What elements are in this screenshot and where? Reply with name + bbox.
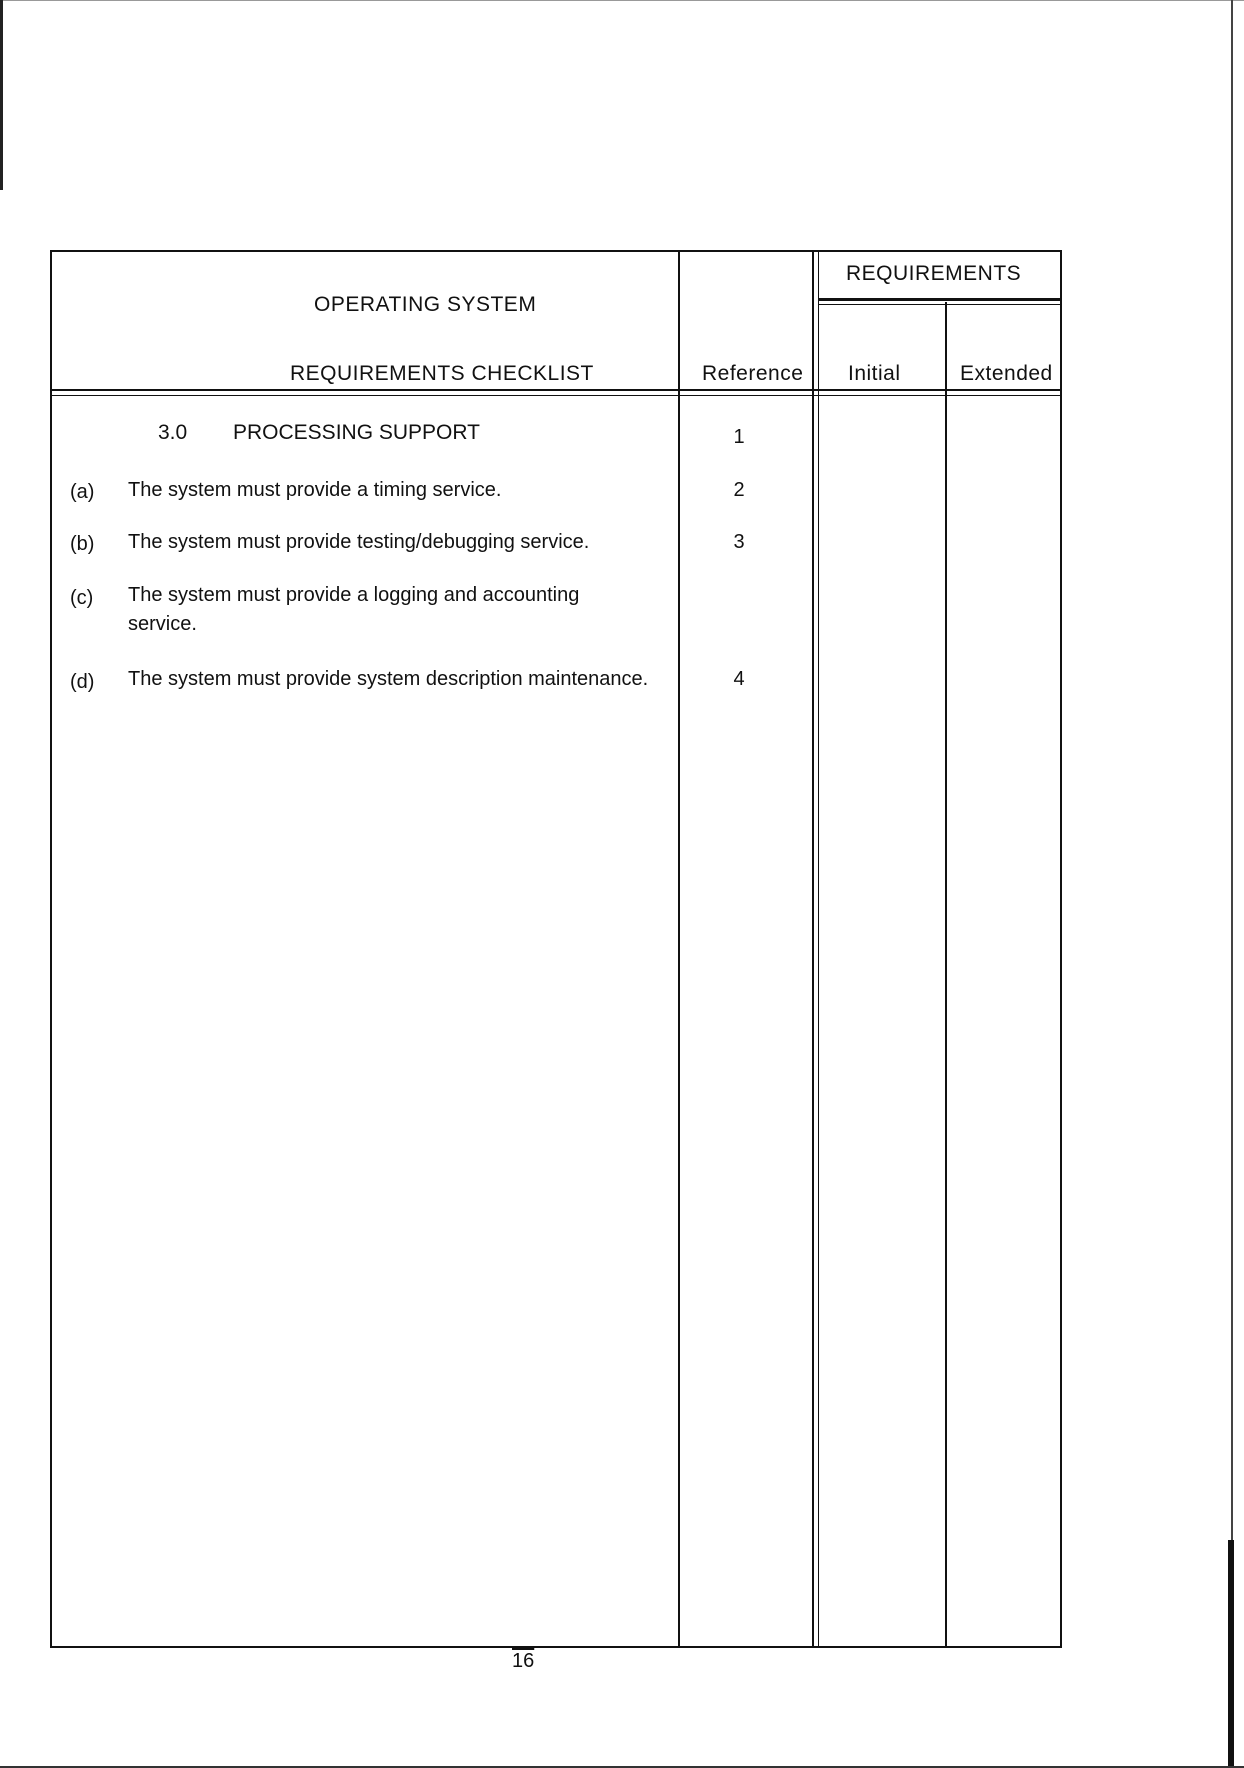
header-title-line1: OPERATING SYSTEM (314, 293, 537, 316)
extended-column-header: Extended (960, 362, 1053, 385)
item-text-b: The system must provide testing/debugging service. (128, 531, 590, 553)
item-label-d: (d) (70, 671, 95, 693)
table-bottom-border (50, 1646, 1062, 1648)
initial-extended-divider (945, 302, 947, 1648)
page-right-edge (1231, 0, 1233, 1768)
requirements-divider-2 (818, 250, 819, 1648)
header-rule-1 (50, 389, 1062, 391)
header-title-line2: REQUIREMENTS CHECKLIST (290, 362, 594, 385)
initial-column-header: Initial (848, 362, 901, 385)
item-reference-b: 3 (733, 531, 745, 553)
requirements-subheader-rule (818, 298, 1062, 301)
header-rule-2 (50, 395, 1062, 396)
page-number: 16 (512, 1650, 535, 1672)
section-number: 3.0 (158, 421, 188, 444)
requirements-subheader-rule-2 (818, 304, 1062, 305)
page-left-edge (0, 0, 3, 190)
table-top-border (50, 250, 1062, 252)
table-left-border (50, 250, 52, 1648)
item-text-a: The system must provide a timing service. (128, 479, 502, 501)
item-reference-d: 4 (733, 668, 745, 690)
requirements-header: REQUIREMENTS (846, 262, 1022, 285)
page-top-edge (0, 0, 1244, 1)
reference-column-header: Reference (702, 362, 804, 385)
item-label-b: (b) (70, 533, 95, 555)
item-label-c: (c) (70, 587, 94, 609)
item-label-a: (a) (70, 481, 95, 503)
page-right-edge-shadow (1228, 1540, 1234, 1768)
item-text-d: The system must provide system description maintenance. (128, 668, 649, 690)
section-reference: 1 (733, 426, 745, 448)
item-text-c-line2: service. (128, 613, 197, 635)
item-reference-a: 2 (733, 479, 745, 501)
reference-column-divider (678, 250, 680, 1648)
table-right-border (1060, 250, 1062, 1648)
section-title: PROCESSING SUPPORT (233, 421, 480, 444)
requirements-divider-1 (812, 250, 814, 1648)
item-text-c-line1: The system must provide a logging and accounting (128, 584, 580, 606)
